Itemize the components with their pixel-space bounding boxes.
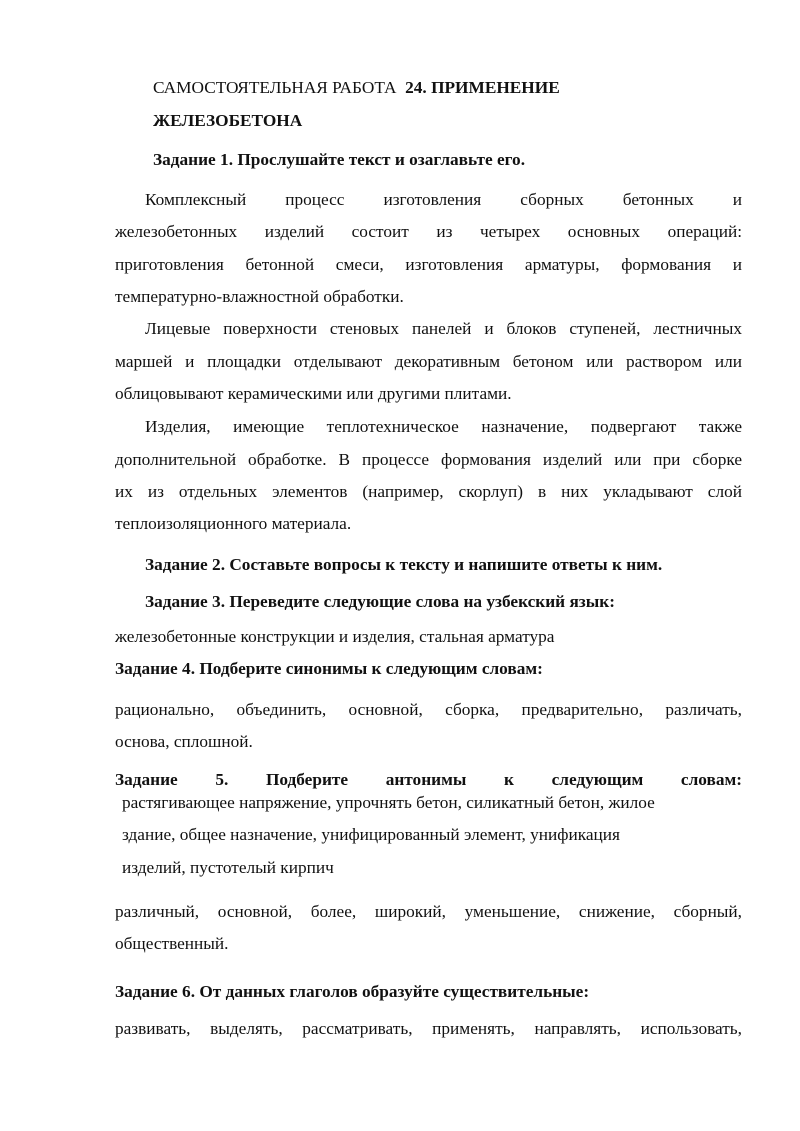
task1-p1-line: температурно-влажностной обработки. — [115, 287, 404, 306]
task5-indented-line: изделий, пустотелый кирпич — [122, 858, 334, 877]
task6-heading: Задание 6. От данных глаголов образуйте существительные: — [115, 982, 590, 1001]
task5-line: общественный. — [115, 934, 229, 953]
task2-heading: Задание 2. Составьте вопросы к тексту и напишите ответы к ним. — [145, 555, 663, 574]
task1-p2-line: Лицевые поверхности стеновых панелей и блоков ступеней, лестничных — [145, 319, 742, 338]
document-title-line-2: ЖЕЛЕЗОБЕТОНА — [153, 111, 303, 130]
task1-p2-line: облицовывают керамическими или другими плитами. — [115, 384, 512, 403]
task4-line: основа, сплошной. — [115, 732, 253, 751]
task5-indented-line: растягивающее напряжение, упрочнять бетон, силикатный бетон, жилое — [122, 793, 655, 812]
task1-p1-line: железобетонных изделий состоит из четырех основных операций: — [115, 222, 742, 241]
task6-line: развивать, выделять, рассматривать, применять, направлять, использовать, — [115, 1019, 742, 1038]
task1-p3-line: их из отдельных элементов (например, скорлуп) в них укладывают слой — [115, 482, 742, 501]
task1-heading: Задание 1. Прослушайте текст и озаглавьте его. — [153, 150, 526, 169]
task1-p3-line: дополнительной обработке. В процессе формования изделий или при сборке — [115, 450, 742, 469]
task1-p3-line: теплоизоляционного материала. — [115, 514, 352, 533]
task4-line: рационально, объединить, основной, сборка, предварительно, различать, — [115, 700, 742, 719]
task3-text: железобетонные конструкции и изделия, стальная арматура — [115, 627, 555, 646]
task1-p1-line: приготовления бетонной смеси, изготовления арматуры, формования и — [115, 255, 742, 274]
task5-indented-line: здание, общее назначение, унифицированный элемент, унификация — [122, 825, 620, 844]
task1-p2-line: маршей и площадки отделывают декоративным бетоном или раствором или — [115, 352, 742, 371]
task5-heading: Задание 5. Подберите антонимы к следующим словам: — [115, 770, 742, 789]
task1-p1-line: Комплексный процесс изготовления сборных бетонных и — [145, 190, 742, 209]
task3-heading: Задание 3. Переведите следующие слова на узбекский язык: — [145, 592, 615, 611]
task1-p3-line: Изделия, имеющие теплотехническое назначение, подвергают также — [145, 417, 742, 436]
task5-line: различный, основной, более, широкий, уменьшение, снижение, сборный, — [115, 902, 742, 921]
document-title-line-1: САМОСТОЯТЕЛЬНАЯ РАБОТА 24. ПРИМЕНЕНИЕ — [153, 78, 560, 97]
task4-heading: Задание 4. Подберите синонимы к следующим словам: — [115, 659, 543, 678]
